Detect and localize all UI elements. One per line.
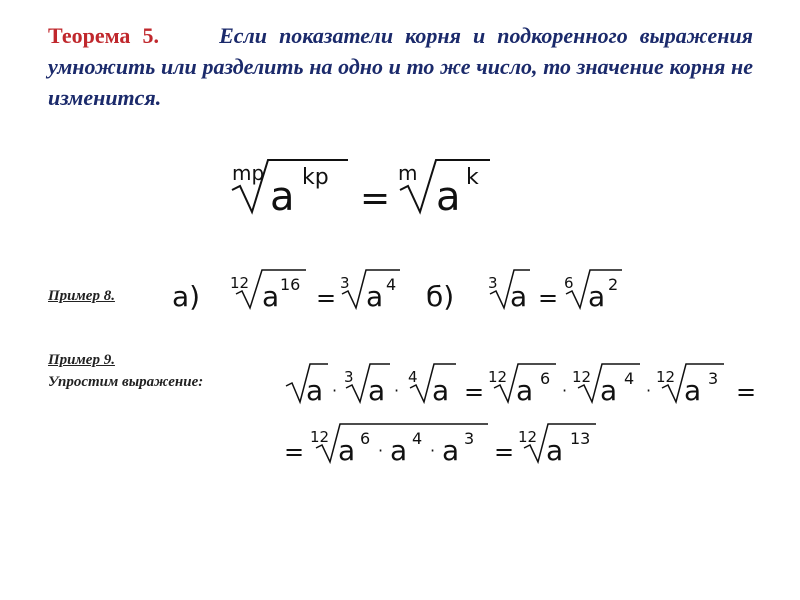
ex9-equals2: = bbox=[736, 378, 757, 406]
example8-label: Пример 8. bbox=[48, 288, 115, 304]
ex9-r7-exp1: 6 bbox=[360, 429, 371, 448]
ex9-r5-index: 12 bbox=[572, 368, 592, 386]
ex9-r2-base: a bbox=[368, 374, 386, 407]
formula-rhs-base: a bbox=[436, 174, 461, 220]
ex8a-rhs-exp: 4 bbox=[386, 275, 397, 294]
ex9-r4-index: 12 bbox=[488, 368, 508, 386]
ex9-r7-dot1: · bbox=[378, 441, 384, 460]
ex9-r8-base: a bbox=[546, 434, 564, 467]
ex9-r3-index: 4 bbox=[408, 368, 418, 386]
ex8a-lhs-exp: 16 bbox=[280, 275, 301, 294]
ex9-r7-base1: a bbox=[338, 434, 356, 467]
ex9-r7-index: 12 bbox=[310, 428, 330, 446]
ex9-r8-exp: 13 bbox=[570, 429, 591, 448]
ex8b-equals: = bbox=[538, 284, 559, 312]
ex9-r7-exp2: 4 bbox=[412, 429, 423, 448]
ex9-equals4: = bbox=[494, 438, 515, 466]
ex9-r2-index: 3 bbox=[344, 368, 354, 386]
ex9-r4-base: a bbox=[516, 374, 534, 407]
ex8a-lhs-index: 12 bbox=[230, 274, 250, 292]
ex8b-lhs-index: 3 bbox=[488, 274, 498, 292]
example8-a-label: а) bbox=[172, 280, 201, 313]
ex9-r7-exp3: 3 bbox=[464, 429, 475, 448]
ex9-r5-base: a bbox=[600, 374, 618, 407]
ex9-r6-index: 12 bbox=[656, 368, 676, 386]
ex9-equals1: = bbox=[464, 378, 485, 406]
ex9-r6-exp: 3 bbox=[708, 369, 719, 388]
example9-subtitle: Упростим выражение: bbox=[48, 374, 204, 390]
theorem-label: Теорема 5. bbox=[48, 23, 159, 48]
example8-formulas bbox=[172, 270, 622, 313]
ex9-equals3: = bbox=[284, 438, 305, 466]
ex8a-equals: = bbox=[316, 284, 337, 312]
ex9-r6-base: a bbox=[684, 374, 702, 407]
ex8b-rhs-base: a bbox=[588, 280, 606, 313]
ex9-r3-base: a bbox=[432, 374, 450, 407]
ex9-r7-base3: a bbox=[442, 434, 460, 467]
example8-b-label: б) bbox=[426, 280, 455, 313]
theorem-text: Если показатели корня и подкоренного выражения умножить или разделить на одно и то же число, то значение корня не изменится. bbox=[48, 23, 754, 110]
ex9-dot1: · bbox=[332, 381, 338, 400]
ex9-r8-index: 12 bbox=[518, 428, 538, 446]
ex8a-rhs-base: a bbox=[366, 280, 384, 313]
ex9-r5-exp: 4 bbox=[624, 369, 635, 388]
ex9-r4-exp: 6 bbox=[540, 369, 551, 388]
formula-lhs-index: mp bbox=[232, 161, 265, 185]
ex8a-rhs-index: 3 bbox=[340, 274, 350, 292]
formula-lhs-base: a bbox=[270, 174, 295, 220]
ex9-r7-base2: a bbox=[390, 434, 408, 467]
formula-lhs-exp: kp bbox=[302, 165, 329, 190]
example9-line1 bbox=[286, 364, 756, 407]
ex9-r7-dot2: · bbox=[430, 441, 436, 460]
ex8b-rhs-exp: 2 bbox=[608, 275, 619, 294]
ex9-dot4: · bbox=[646, 381, 652, 400]
ex9-dot2: · bbox=[394, 381, 400, 400]
ex8a-lhs-base: a bbox=[262, 280, 280, 313]
ex8b-rhs-index: 6 bbox=[564, 274, 574, 292]
formula-rhs-exp: k bbox=[466, 165, 479, 190]
formula-equals: = bbox=[360, 178, 391, 219]
ex9-dot3: · bbox=[562, 381, 568, 400]
ex9-r1-base: a bbox=[306, 374, 324, 407]
formula-rhs-index: m bbox=[398, 161, 418, 185]
example9-line2 bbox=[284, 424, 596, 467]
ex8b-lhs-base: a bbox=[510, 280, 528, 313]
example9-label: Пример 9. bbox=[48, 352, 115, 368]
